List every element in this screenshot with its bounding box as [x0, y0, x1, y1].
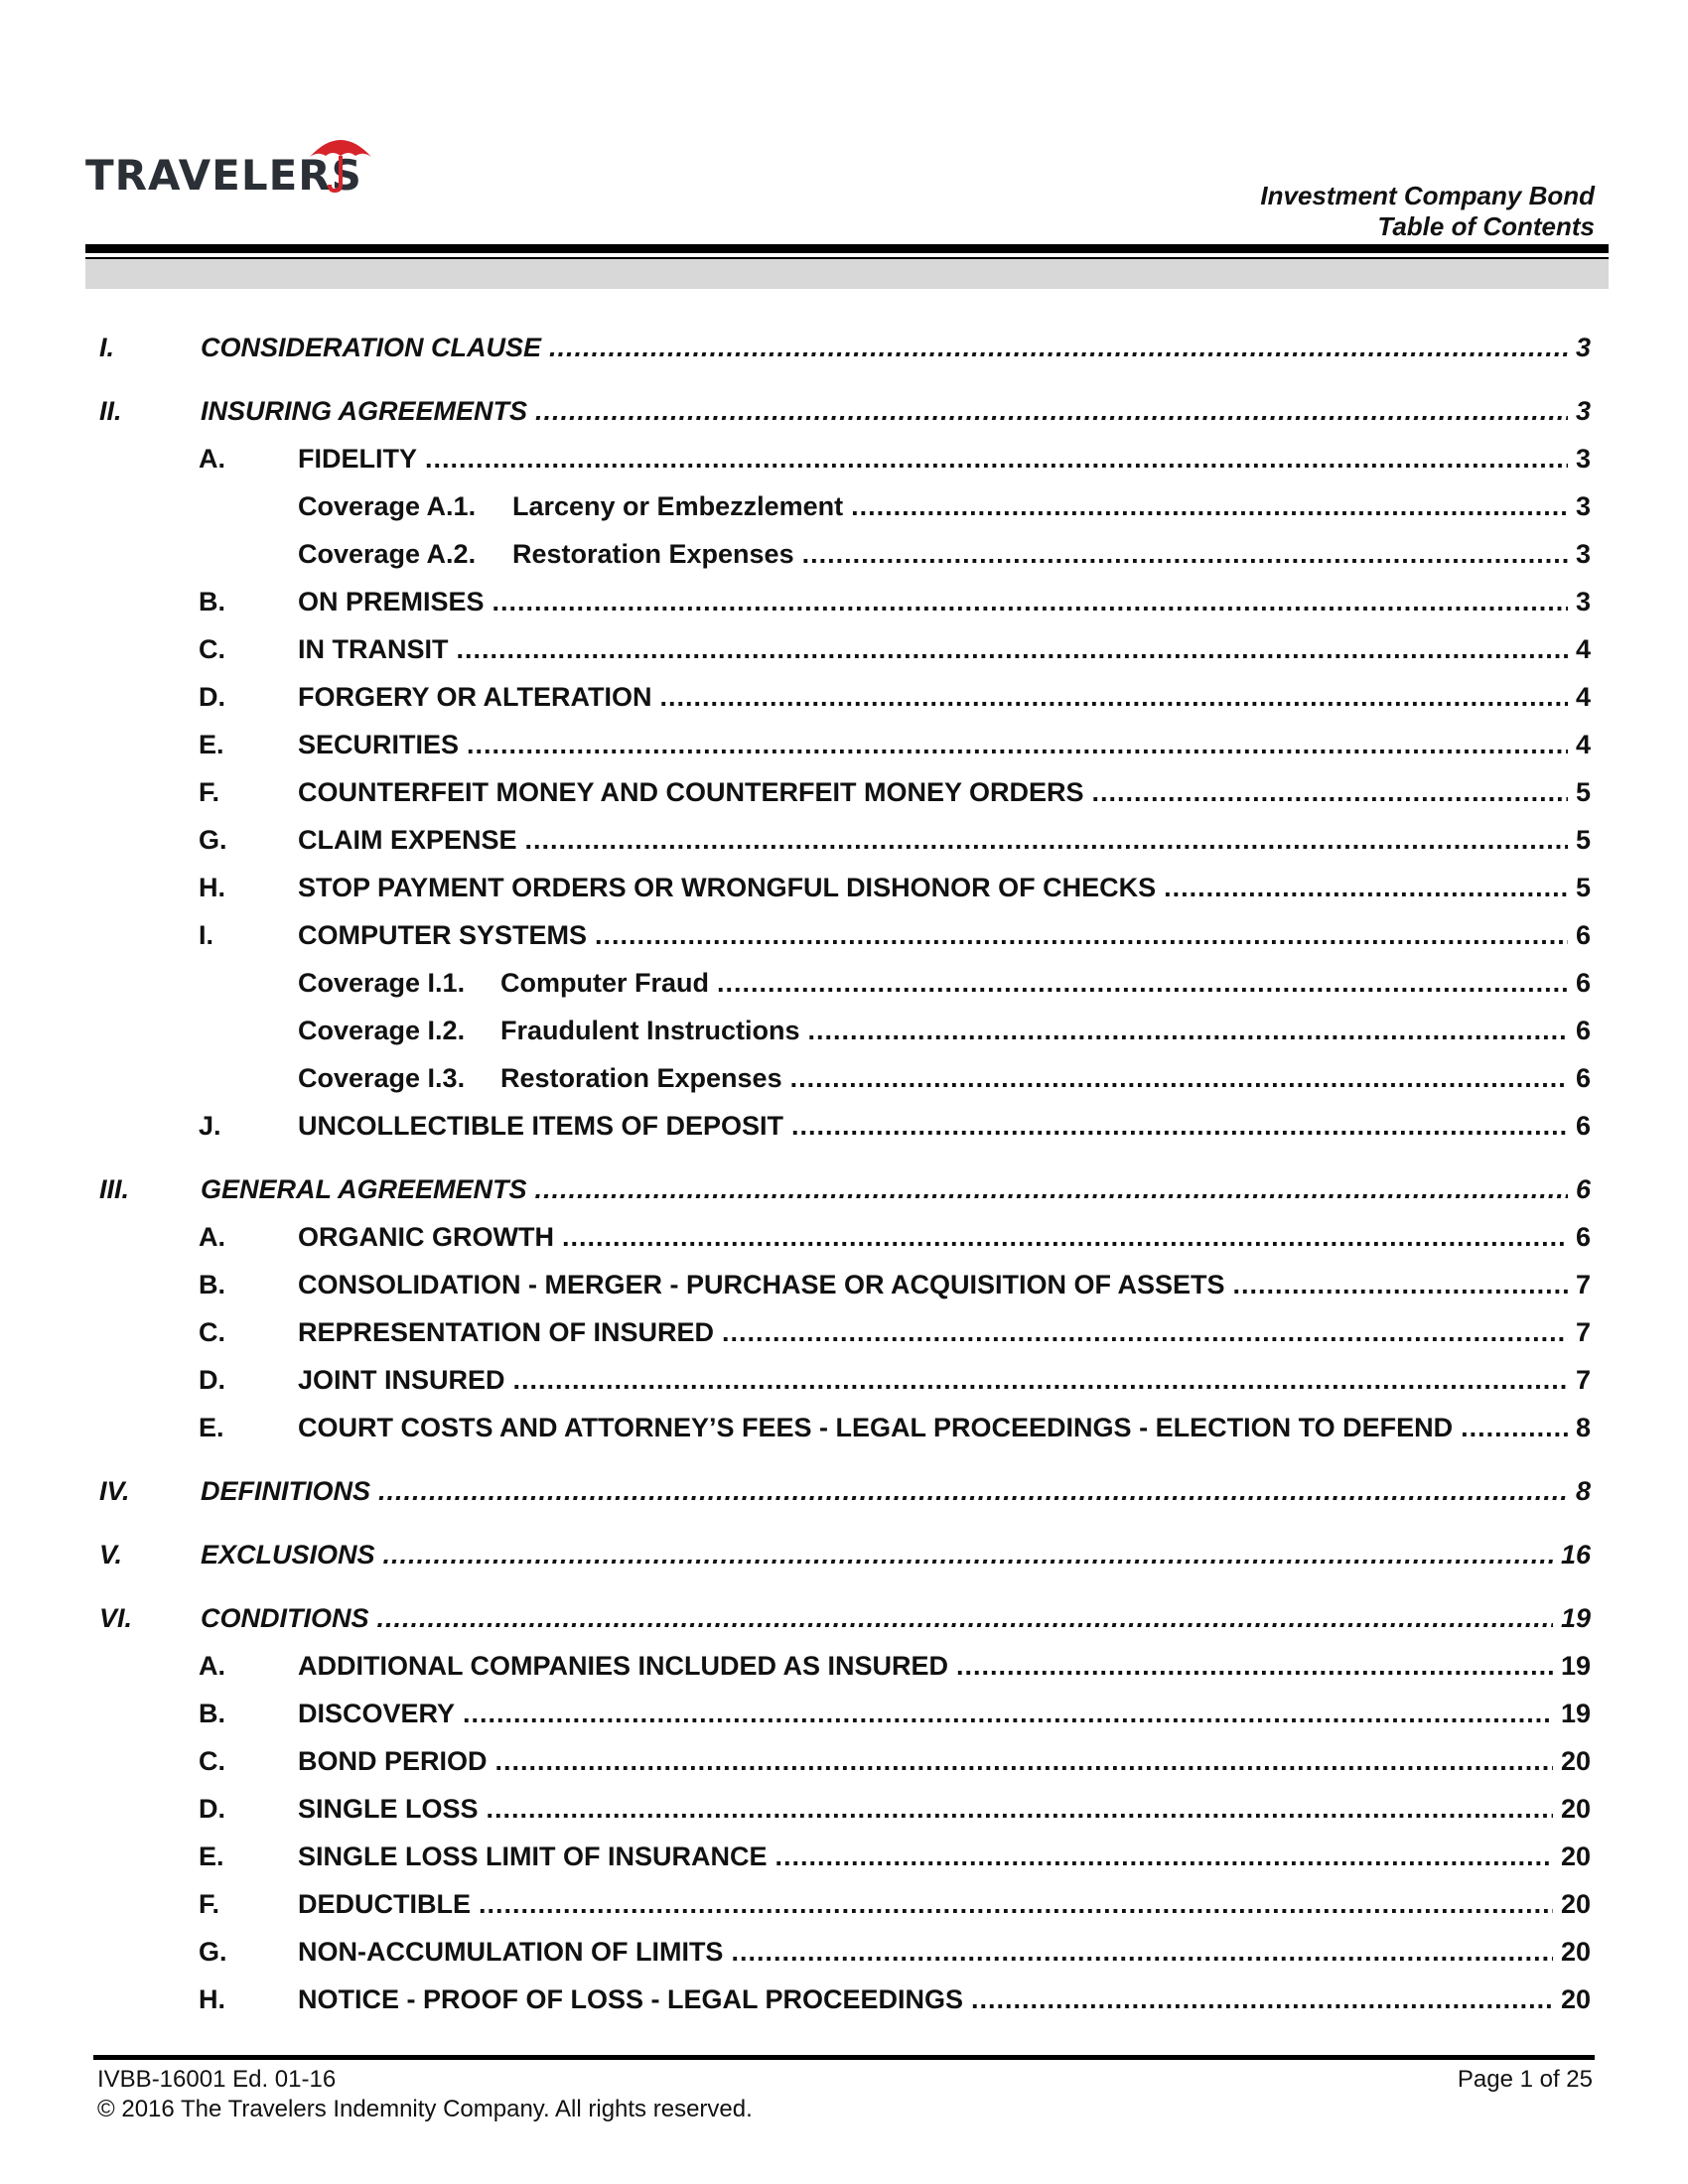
dot-leader — [717, 963, 1568, 1003]
dot-leader — [562, 1217, 1568, 1257]
toc-entry[interactable] — [99, 328, 1591, 367]
toc-coverage-label: Coverage I.1. — [298, 968, 466, 998]
toc-entry-number: A. — [199, 1222, 225, 1252]
toc-entry[interactable] — [298, 1011, 1591, 1050]
dot-leader — [383, 1535, 1553, 1574]
toc-entry[interactable] — [199, 1741, 1591, 1781]
toc-entry-number: D. — [199, 682, 225, 712]
footer-left — [97, 2065, 753, 2124]
toc-entry-title: IN TRANSIT — [298, 634, 449, 664]
toc-entry-page: 3 — [1575, 491, 1591, 521]
toc-entry-number: VI. — [99, 1603, 133, 1633]
toc-entry-page: 20 — [1560, 1937, 1591, 1967]
toc-entry-number: I. — [99, 333, 115, 362]
toc-entry-page: 3 — [1575, 587, 1591, 616]
toc-entry-title: JOINT INSURED — [298, 1365, 505, 1395]
toc-entry-title: GENERAL AGREEMENTS — [201, 1174, 527, 1204]
toc-entry[interactable] — [199, 1408, 1591, 1447]
toc-entry[interactable] — [199, 1312, 1591, 1352]
dot-leader — [525, 820, 1568, 860]
toc-entry-title: DISCOVERY — [298, 1699, 456, 1728]
toc-entry-title: NON-ACCUMULATION OF LIMITS — [298, 1937, 724, 1967]
toc-coverage-label: Coverage I.3. — [298, 1063, 466, 1093]
toc-entry-number: D. — [199, 1794, 225, 1824]
toc-coverage-label: Coverage A.1. — [298, 491, 477, 521]
toc-entry[interactable] — [199, 439, 1591, 478]
toc-entry-number: B. — [199, 1699, 225, 1728]
toc-entry-page: 19 — [1560, 1603, 1591, 1633]
toc-entry[interactable] — [199, 1265, 1591, 1304]
title-line-1: Investment Company Bond — [1260, 181, 1595, 210]
toc-entry[interactable] — [199, 820, 1591, 860]
toc-entry-number: III. — [99, 1174, 130, 1204]
toc-entry-number: G. — [199, 825, 227, 855]
toc-entry-number: D. — [199, 1365, 225, 1395]
document-title — [1260, 181, 1595, 242]
toc-entry-number: C. — [199, 634, 225, 664]
travelers-logo — [85, 129, 383, 199]
toc-entry-page: 3 — [1575, 444, 1591, 474]
toc-entry-page: 6 — [1575, 1111, 1591, 1141]
header-grey-band — [85, 259, 1609, 289]
dot-leader — [1092, 772, 1568, 812]
toc-entry-page: 4 — [1575, 634, 1591, 664]
toc-entry-page: 6 — [1575, 920, 1591, 950]
toc-entry-title: NOTICE - PROOF OF LOSS - LEGAL PROCEEDINGS — [298, 1984, 964, 2014]
toc-entry-title: Larceny or Embezzlement — [512, 491, 844, 521]
toc-entry-title: SINGLE LOSS — [298, 1794, 479, 1824]
dot-leader — [549, 328, 1568, 367]
dot-leader — [457, 629, 1568, 669]
toc-entry-page: 5 — [1575, 777, 1591, 807]
dot-leader — [722, 1312, 1568, 1352]
toc-entry-number: G. — [199, 1937, 227, 1967]
dot-leader — [377, 1598, 1553, 1638]
toc-entry-page: 4 — [1575, 730, 1591, 759]
toc-entry-page: 7 — [1575, 1365, 1591, 1395]
toc-entry-number: B. — [199, 1270, 225, 1299]
toc-entry-number: E. — [199, 1413, 224, 1442]
dot-leader — [790, 1058, 1568, 1098]
toc-entry[interactable] — [99, 1471, 1591, 1511]
umbrella-icon — [306, 129, 375, 195]
dot-leader — [660, 677, 1568, 717]
toc-entry-page: 8 — [1575, 1413, 1591, 1442]
toc-entry-number: II. — [99, 396, 122, 426]
toc-entry[interactable] — [199, 582, 1591, 621]
toc-entry-page: 3 — [1575, 539, 1591, 569]
dot-leader — [513, 1360, 1568, 1400]
toc-entry-page: 20 — [1560, 1746, 1591, 1776]
toc-entry[interactable] — [298, 486, 1591, 526]
toc-entry-page: 5 — [1575, 825, 1591, 855]
toc-entry-page: 6 — [1575, 1016, 1591, 1045]
toc-entry[interactable] — [199, 1932, 1591, 1972]
dot-leader — [971, 1979, 1553, 2019]
toc-entry-title: CONSIDERATION CLAUSE — [201, 333, 542, 362]
toc-entry-number: J. — [199, 1111, 221, 1141]
toc-entry-number: H. — [199, 1984, 225, 2014]
toc-entry-title: STOP PAYMENT ORDERS OR WRONGFUL DISHONOR OF CHECKS — [298, 873, 1157, 902]
toc-entry-number: A. — [199, 1651, 225, 1681]
toc-entry-title: Restoration Expenses — [500, 1063, 782, 1093]
dot-leader — [1164, 868, 1568, 907]
toc-entry-title: UNCOLLECTIBLE ITEMS OF DEPOSIT — [298, 1111, 784, 1141]
dot-leader — [378, 1471, 1568, 1511]
toc-entry[interactable] — [199, 915, 1591, 955]
toc-entry-page: 20 — [1560, 1984, 1591, 2014]
toc-coverage-label: Coverage A.2. — [298, 539, 477, 569]
toc-entry[interactable] — [199, 1217, 1591, 1257]
toc-entry-title: COURT COSTS AND ATTORNEY’S FEES - LEGAL PROCEEDINGS - ELECTION TO DEFEND — [298, 1413, 1454, 1442]
toc-entry-page: 7 — [1575, 1270, 1591, 1299]
dot-leader — [492, 582, 1568, 621]
page-number: Page 1 of 25 — [1457, 2066, 1593, 2093]
toc-entry-page: 20 — [1560, 1889, 1591, 1919]
toc-entry-title: DEFINITIONS — [201, 1476, 371, 1506]
toc-entry-title: FORGERY OR ALTERATION — [298, 682, 652, 712]
dot-leader — [467, 725, 1568, 764]
toc-coverage-label: Coverage I.2. — [298, 1016, 466, 1045]
toc-entry-title: CONSOLIDATION - MERGER - PURCHASE OR ACQUISITION OF ASSETS — [298, 1270, 1225, 1299]
dot-leader — [463, 1694, 1553, 1733]
toc-entry[interactable] — [199, 1837, 1591, 1876]
toc-entry-title: INSURING AGREEMENTS — [201, 396, 528, 426]
toc-entry-page: 3 — [1575, 396, 1591, 426]
toc-entry-page: 8 — [1575, 1476, 1591, 1506]
toc-entry[interactable] — [199, 1884, 1591, 1924]
toc-entry-title: Restoration Expenses — [512, 539, 794, 569]
toc-entry[interactable] — [99, 1598, 1591, 1638]
toc-entry-number: C. — [199, 1746, 225, 1776]
toc-entry-page: 20 — [1560, 1842, 1591, 1871]
toc-entry[interactable] — [99, 391, 1591, 431]
toc-entry-number: V. — [99, 1540, 123, 1570]
dot-leader — [495, 1741, 1553, 1781]
dot-leader — [851, 486, 1568, 526]
dot-leader — [425, 439, 1568, 478]
toc-entry-page: 19 — [1560, 1699, 1591, 1728]
toc-entry[interactable] — [199, 1979, 1591, 2019]
dot-leader — [802, 534, 1568, 574]
toc-entry[interactable] — [199, 1360, 1591, 1400]
logo-wordmark: TRAVELERS — [85, 151, 362, 200]
title-line-2: Table of Contents — [1377, 211, 1595, 241]
toc-entry-title: COMPUTER SYSTEMS — [298, 920, 588, 950]
toc-entry-number: B. — [199, 587, 225, 616]
toc-entry-number: F. — [199, 777, 220, 807]
toc-entry-title: EXCLUSIONS — [201, 1540, 375, 1570]
toc-entry[interactable] — [199, 1106, 1591, 1146]
toc-entry[interactable] — [199, 1789, 1591, 1829]
dot-leader — [479, 1884, 1553, 1924]
dot-leader — [1233, 1265, 1568, 1304]
dot-leader — [487, 1789, 1553, 1829]
toc-entry-page: 6 — [1575, 1222, 1591, 1252]
toc-entry-number: H. — [199, 873, 225, 902]
toc-entry-title: DEDUCTIBLE — [298, 1889, 471, 1919]
form-number: IVBB-16001 Ed. 01-16 — [97, 2066, 337, 2093]
toc-entry-number: IV. — [99, 1476, 130, 1506]
toc-entry-page: 6 — [1575, 1063, 1591, 1093]
toc-entry-title: SINGLE LOSS LIMIT OF INSURANCE — [298, 1842, 768, 1871]
toc-entry-page: 16 — [1560, 1540, 1591, 1570]
dot-leader — [731, 1932, 1553, 1972]
toc-entry-number: F. — [199, 1889, 220, 1919]
footer-rule — [93, 2055, 1595, 2060]
toc-entry-title: REPRESENTATION OF INSURED — [298, 1317, 715, 1347]
toc-entry-title: ADDITIONAL COMPANIES INCLUDED AS INSURED — [298, 1651, 949, 1681]
toc-entry[interactable] — [199, 1646, 1591, 1686]
toc-entry-title: CLAIM EXPENSE — [298, 825, 517, 855]
dot-leader — [535, 1169, 1568, 1209]
toc-entry-number: A. — [199, 444, 225, 474]
toc-entry-page: 19 — [1560, 1651, 1591, 1681]
toc-entry-number: C. — [199, 1317, 225, 1347]
toc-entry-title: Computer Fraud — [500, 968, 710, 998]
toc-entry-title: BOND PERIOD — [298, 1746, 488, 1776]
header-rule-thick — [85, 244, 1609, 253]
toc-entry[interactable] — [199, 725, 1591, 764]
toc-entry[interactable] — [199, 868, 1591, 907]
toc-entry[interactable] — [199, 677, 1591, 717]
toc-entry-page: 3 — [1575, 333, 1591, 362]
toc-entry[interactable] — [199, 629, 1591, 669]
toc-entry-title: Fraudulent Instructions — [500, 1016, 800, 1045]
toc-entry-title: CONDITIONS — [201, 1603, 369, 1633]
toc-entry-page: 20 — [1560, 1794, 1591, 1824]
toc-entry[interactable] — [99, 1169, 1591, 1209]
dot-leader — [1461, 1408, 1568, 1447]
toc-entry-title: ORGANIC GROWTH — [298, 1222, 554, 1252]
toc-entry[interactable] — [199, 772, 1591, 812]
toc-entry-number: I. — [199, 920, 214, 950]
toc-entry[interactable] — [298, 963, 1591, 1003]
toc-entry-number: E. — [199, 730, 224, 759]
toc-entry-page: 6 — [1575, 1174, 1591, 1204]
toc-entry-page: 4 — [1575, 682, 1591, 712]
toc-entry-number: E. — [199, 1842, 224, 1871]
dot-leader — [775, 1837, 1553, 1876]
dot-leader — [595, 915, 1568, 955]
toc-entry[interactable] — [298, 1058, 1591, 1098]
dot-leader — [808, 1011, 1568, 1050]
toc-entry[interactable] — [199, 1694, 1591, 1733]
toc-entry[interactable] — [298, 534, 1591, 574]
toc-entry-title: ON PREMISES — [298, 587, 485, 616]
toc-entry-page: 5 — [1575, 873, 1591, 902]
dot-leader — [791, 1106, 1568, 1146]
toc-entry-title: SECURITIES — [298, 730, 460, 759]
copyright-notice: © 2016 The Travelers Indemnity Company. All rights reserved. — [97, 2096, 753, 2122]
toc-entry-page: 7 — [1575, 1317, 1591, 1347]
toc-entry-page: 6 — [1575, 968, 1591, 998]
dot-leader — [956, 1646, 1553, 1686]
dot-leader — [535, 391, 1568, 431]
toc-entry[interactable] — [99, 1535, 1591, 1574]
toc-entry-title: FIDELITY — [298, 444, 417, 474]
toc-entry-title: COUNTERFEIT MONEY AND COUNTERFEIT MONEY ORDERS — [298, 777, 1084, 807]
